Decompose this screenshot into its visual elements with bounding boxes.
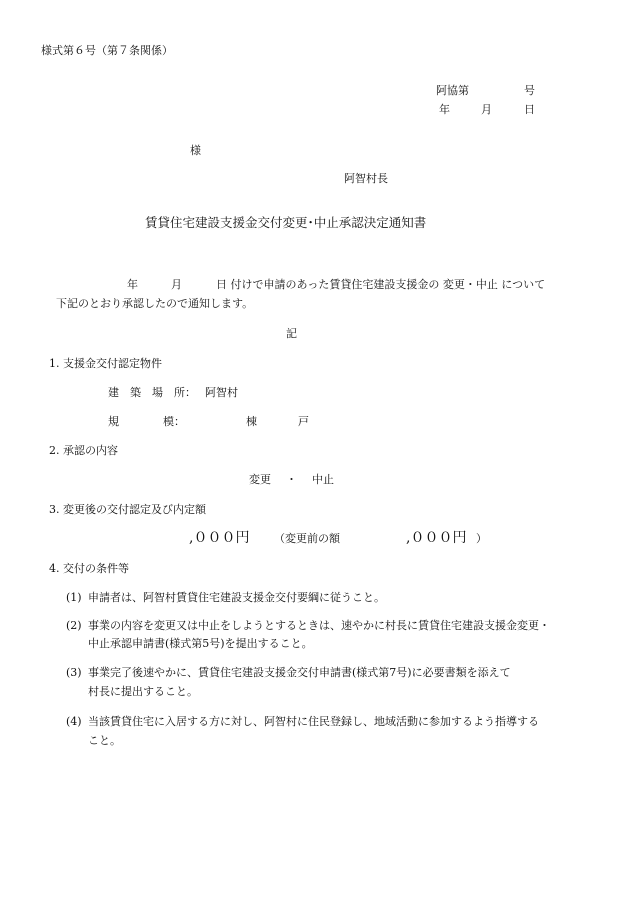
- recipient-suffix: 様: [190, 144, 201, 157]
- condition-text-cont: 中止承認申請書(様式第5号)を提出すること。: [88, 637, 313, 650]
- date-month: 月: [481, 103, 492, 116]
- ki-mark: 記: [286, 327, 297, 340]
- condition-text: 事業完了後速やかに、賃貸住宅建設支援金交付申請書(様式第7号)に必要書類を添えて: [88, 666, 511, 679]
- amount-before-label: （変更前の額: [274, 532, 340, 545]
- condition-text-cont: こと。: [88, 734, 121, 747]
- document-title: 賃貸住宅建設支援金交付変更･中止承認決定通知書: [145, 215, 427, 230]
- building-unit: 棟: [246, 415, 257, 428]
- section4-heading: 4. 交付の条件等: [49, 562, 129, 575]
- option-change: 変更: [249, 473, 271, 486]
- location-label: 建 築 場 所：: [108, 386, 196, 399]
- intro-month: 月: [171, 278, 182, 291]
- option-separator: ・: [286, 473, 297, 486]
- amount-before-close: ）: [476, 532, 487, 545]
- option-cancel: 中止: [312, 473, 334, 486]
- condition-text: 当該賃貸住宅に入居する方に対し、阿智村に住民登録し、地域活動に参加するよう指導する: [88, 715, 539, 728]
- condition-text: 事業の内容を変更又は中止をしようとするときは、速やかに村長に賃貸住宅建設支援金変更・: [88, 619, 550, 632]
- condition-number: (2): [66, 619, 82, 632]
- doc-number-prefix: 阿協第: [436, 84, 469, 97]
- section1-heading: 1. 支援金交付認定物件: [49, 357, 162, 370]
- location-value: 阿智村: [205, 386, 238, 399]
- condition-number: (4): [66, 715, 82, 728]
- condition-text: 申請者は、阿智村賃貸住宅建設支援金交付要綱に従うこと。: [88, 591, 385, 604]
- condition-number: (1): [66, 591, 82, 604]
- section2-heading: 2. 承認の内容: [49, 444, 118, 457]
- condition-number: (3): [66, 666, 82, 679]
- house-unit: 戸: [298, 415, 309, 428]
- date-day: 日: [524, 103, 535, 116]
- doc-number-suffix: 号: [524, 84, 535, 97]
- intro-text-line2: 下記のとおり承認したので通知します。: [56, 297, 254, 310]
- amount-after: ,０００円: [189, 530, 250, 546]
- scale-label: 規 模：: [108, 415, 185, 428]
- intro-text: 日 付けで申請のあった賃貸住宅建設支援金の 変更・中止 について: [216, 278, 546, 291]
- date-year: 年: [439, 103, 450, 116]
- intro-year: 年: [127, 278, 138, 291]
- section3-heading: 3. 変更後の交付認定及び内定額: [49, 503, 206, 516]
- amount-before: ,０００円: [406, 530, 467, 546]
- sender: 阿智村長: [344, 172, 388, 185]
- form-number: 様式第６号（第７条関係）: [41, 44, 173, 57]
- condition-text-cont: 村長に提出すること。: [88, 685, 198, 698]
